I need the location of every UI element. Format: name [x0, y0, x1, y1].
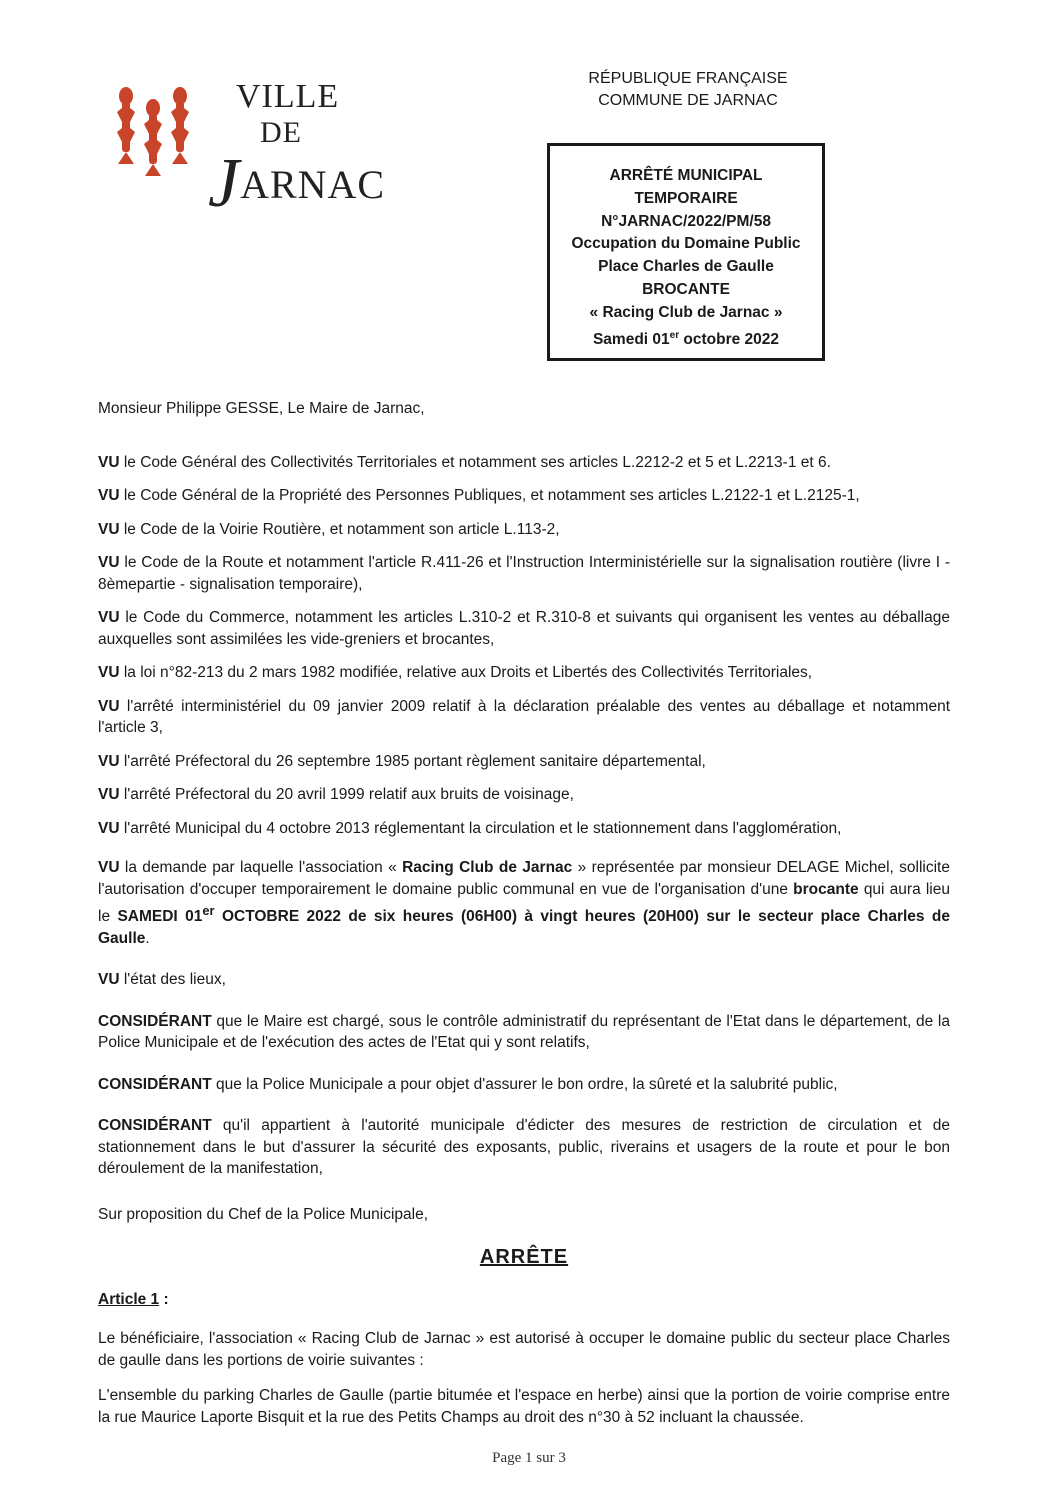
considerant-paragraph — [98, 1011, 950, 1054]
vu-paragraph — [98, 784, 950, 806]
box-date-post: octobre 2022 — [679, 330, 780, 348]
arrete-title-box — [547, 143, 825, 361]
article-1-paragraph: L'ensemble du parking Charles de Gaulle (partie bitumée et l'espace en herbe) ainsi que la portion de voirie comprise entre la rue Maurice Laporte Bisquit et la rue des Petits Champs au droit des n°30 à 52 incluant la chaussée. — [98, 1387, 950, 1426]
vu-text: l'arrêté Préfectoral du 20 avril 1999 relatif aux bruits de voisinage, — [119, 786, 574, 803]
article-1-title: Article 1 — [98, 1290, 160, 1308]
vu-keyword: VU — [98, 520, 120, 538]
vu-paragraph — [98, 818, 950, 840]
logo-j: J — [208, 145, 241, 222]
vu-text: l'arrêté Municipal du 4 octobre 2013 réglementant la circulation et le stationnement dans l'agglomération, — [119, 819, 842, 837]
considerant-text: que la Police Municipale a pour objet d'assurer le bon ordre, la sûreté et la salubrité public, — [211, 1075, 838, 1093]
vu-keyword: VU — [98, 752, 120, 770]
fish-emblem-icon — [108, 82, 198, 192]
box-line-8 — [550, 325, 822, 352]
vu-text: le Code du Commerce, notamment les articles L.310-2 et R.310-8 et suivants qui organisent les ventes au déballage auxquelles sont assimilées les vide-greniers et brocantes, — [98, 609, 950, 648]
event-type: brocante — [793, 880, 859, 898]
vu-paragraph — [98, 485, 950, 507]
considerant-keyword: CONSIDÉRANT — [98, 1012, 212, 1030]
article-1-colon: : — [159, 1290, 169, 1308]
vu-keyword: VU — [98, 453, 120, 471]
vu-keyword: VU — [98, 971, 120, 989]
association-name: Racing Club de Jarnac — [402, 859, 573, 876]
document-body — [98, 398, 950, 1428]
vu-paragraph — [98, 662, 950, 684]
vu-text: la demande par laquelle l'association « — [119, 859, 403, 876]
vu-text: le Code de la Voirie Routière, et notamment son article L.113-2, — [119, 520, 560, 538]
logo-jarnac — [208, 144, 385, 224]
article-1-heading — [98, 1289, 950, 1311]
vu-paragraph — [98, 969, 950, 991]
commune-label: COMMUNE DE JARNAC — [598, 92, 778, 109]
vu-text: l'état des lieux, — [119, 971, 226, 989]
vu-demande-paragraph — [98, 857, 950, 949]
vu-keyword: VU — [98, 786, 120, 803]
box-date-pre: Samedi 01 — [592, 330, 670, 348]
box-line-1: ARRÊTÉ MUNICIPAL — [609, 167, 763, 184]
logo-de: DE — [260, 116, 302, 149]
vu-keyword: VU — [98, 487, 120, 504]
box-line-2: TEMPORAIRE — [634, 189, 738, 207]
vu-text: » représentée par monsieur DELAGE Michel, sollicite l'autorisation d'occuper temporairement le domaine public communal en vue de l'organisation d'une — [98, 859, 950, 898]
box-line-3: N°JARNAC/2022/PM/58 — [601, 212, 771, 230]
vu-text: l'arrêté Préfectoral du 26 septembre 1985 portant règlement sanitaire départemental, — [119, 752, 706, 770]
considerant-text: que le Maire est chargé, sous le contrôle administratif du représentant de l'Etat dans le département, de la Police Municipale et de l'exécution des actes de l'Etat qui y sont relatifs, — [98, 1012, 950, 1052]
vu-keyword: VU — [98, 859, 120, 876]
box-line-6: BROCANTE — [642, 280, 730, 298]
logo-arnac: ARNAC — [240, 162, 386, 207]
considerant-keyword: CONSIDÉRANT — [98, 1075, 212, 1093]
considerant-paragraph — [98, 1115, 950, 1180]
vu-keyword: VU — [98, 697, 120, 715]
town-logo — [108, 78, 386, 222]
box-line-7: « Racing Club de Jarnac » — [589, 303, 783, 321]
vu-paragraph — [98, 751, 950, 773]
vu-paragraph — [98, 519, 950, 541]
vu-text: . — [145, 929, 150, 947]
vu-paragraph — [98, 607, 950, 650]
vu-paragraph — [98, 696, 950, 739]
intro-paragraph: Monsieur Philippe GESSE, Le Maire de Jarnac, — [98, 400, 425, 417]
vu-text: le Code Général des Collectivités Territoriales et notamment ses articles L.2212-2 et 5 et L.2213-1 et 6. — [119, 453, 831, 471]
box-line-4: Occupation du Domaine Public — [571, 235, 801, 253]
vu-text: la loi n°82-213 du 2 mars 1982 modifiée, relative aux Droits et Libertés des Collectivités Territoriales, — [119, 664, 813, 681]
vu-keyword: VU — [98, 554, 120, 571]
event-date-pre: SAMEDI 01 — [117, 908, 203, 926]
vu-text: qui aura lieu le — [98, 880, 950, 926]
republic-header — [548, 68, 828, 112]
vu-text: le Code Général de la Propriété des Personnes Publiques, et notamment ses articles L.2122-1 et L.2125-1, — [119, 487, 860, 504]
event-date-sup: er — [202, 903, 215, 918]
arrete-heading: ARRÊTE — [479, 1246, 569, 1269]
vu-paragraph — [98, 452, 950, 474]
vu-paragraph — [98, 552, 950, 595]
article-1-paragraph: Le bénéficiaire, l'association « Racing Club de Jarnac » est autorisé à occuper le domaine public du secteur place Charles de gaulle dans les portions de voirie suivantes : — [98, 1330, 950, 1369]
vu-keyword: VU — [98, 819, 120, 837]
event-date-post: OCTOBRE 2022 de six heures (06H00) à vingt heures (20H00) sur le secteur place Charles de Gaulle — [98, 908, 950, 947]
vu-keyword: VU — [98, 664, 120, 681]
republic-label: RÉPUBLIQUE FRANÇAISE — [588, 70, 788, 87]
logo-ville: VILLE — [236, 78, 340, 115]
considerant-text: qu'il appartient à l'autorité municipale d'édicter des mesures de restriction de circulation et de stationnement dans le but d'assurer la sécurité des exposants, public, riverains et usagers de la route et pour le bon déroulement de la manifestation, — [98, 1117, 950, 1178]
considerant-paragraph — [98, 1074, 950, 1096]
vu-keyword: VU — [98, 609, 120, 626]
page-number: Page 1 sur 3 — [492, 1450, 566, 1466]
vu-text: l'arrêté interministériel du 09 janvier 2009 relatif à la déclaration préalable des ventes au déballage et notamment l'article 3, — [98, 697, 950, 736]
box-line-5: Place Charles de Gaulle — [598, 258, 774, 276]
vu-text: le Code de la Route et notamment l'article R.411-26 et l'Instruction Interministérielle sur la signalisation routière (livre I - 8èmepartie - signalisation temporaire), — [98, 554, 950, 593]
considerant-keyword: CONSIDÉRANT — [98, 1117, 212, 1135]
box-date-sup: er — [669, 329, 680, 341]
proposition-paragraph: Sur proposition du Chef de la Police Municipale, — [98, 1205, 428, 1223]
